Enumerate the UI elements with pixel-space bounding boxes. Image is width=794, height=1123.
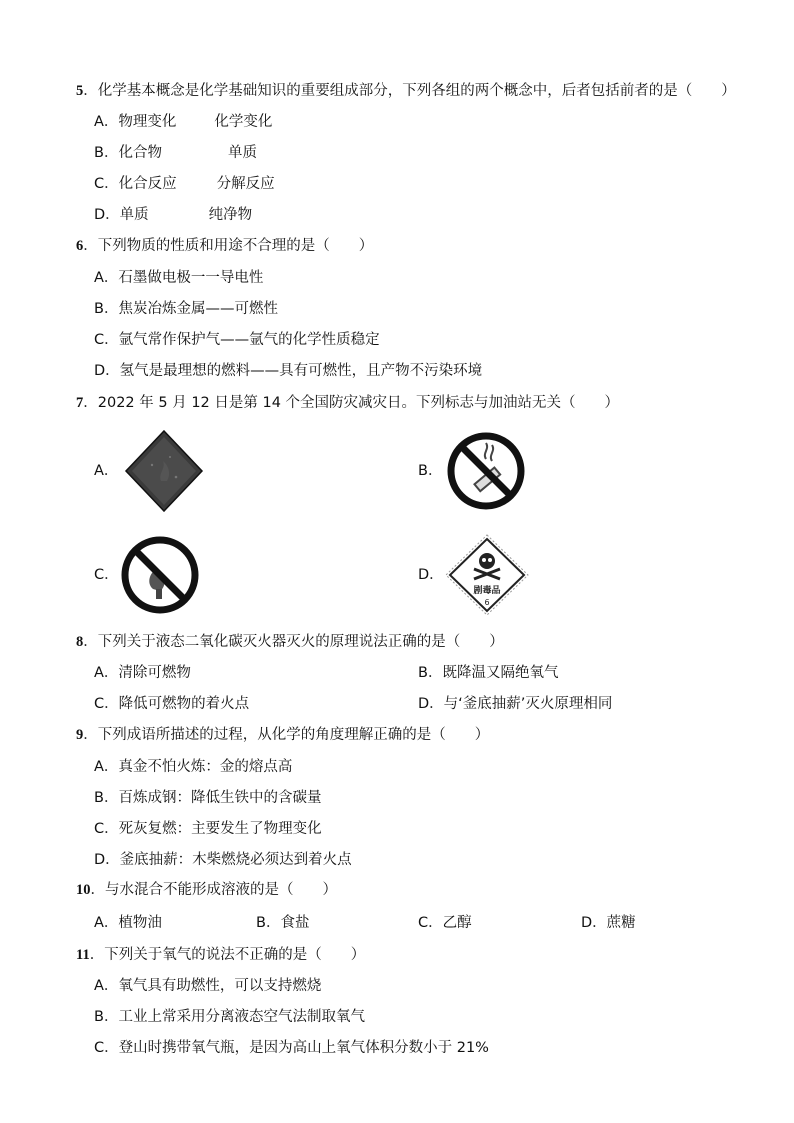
q11-option-c xyxy=(94,1038,489,1058)
question-text: ．化学基本概念是化学基础知识的重要组成部分，下列各组的两个概念中，后者包括前者的是（ ） xyxy=(83,83,736,99)
question-text: ．下列物质的性质和用途不合理的是（ ） xyxy=(83,238,374,254)
question-number: 9 xyxy=(76,727,84,743)
q10-option-c xyxy=(418,913,472,933)
option-letter: C． xyxy=(94,696,119,712)
option-text: 百炼成钢：降低生铁中的含碳量 xyxy=(118,790,322,806)
option-text: 植物油 xyxy=(118,915,162,931)
question-10-stem xyxy=(76,880,337,900)
q5-option-a xyxy=(94,112,272,132)
option-text: 氧气具有助燃性，可以支持燃烧 xyxy=(118,978,322,994)
q5-option-b xyxy=(94,143,257,163)
option-letter: D． xyxy=(94,852,120,868)
q9-option-b xyxy=(94,788,321,808)
option-text: 石墨做电极一一导电性 xyxy=(118,270,264,286)
question-text: ．下列关于液态二氧化碳灭火器灭火的原理说法正确的是（ ） xyxy=(83,634,504,650)
option-text: 食盐 xyxy=(280,915,310,931)
option-letter: B． xyxy=(418,665,443,681)
option-text-a: 化合反应 xyxy=(118,176,177,192)
option-letter: B． xyxy=(256,915,281,931)
question-11-stem xyxy=(76,945,365,965)
question-number: 10 xyxy=(76,882,91,898)
option-text: 真金不怕火炼：金的熔点高 xyxy=(118,759,293,775)
q5-option-d xyxy=(94,205,252,225)
q10-option-d xyxy=(581,913,636,933)
question-number: 11 xyxy=(76,947,90,963)
question-text: ．下列成语所描述的过程，从化学的角度理解正确的是（ ） xyxy=(83,727,490,743)
q10-option-a xyxy=(94,913,162,933)
option-letter: D． xyxy=(418,696,444,712)
option-text: 蔗糖 xyxy=(606,915,636,931)
q9-option-a xyxy=(94,757,292,777)
q6-option-d xyxy=(94,361,482,381)
option-text: 焦炭冶炼金属——可燃性 xyxy=(118,301,278,317)
q7-option-a-letter: A． xyxy=(94,463,119,479)
q5-option-c xyxy=(94,174,275,194)
question-7-stem xyxy=(76,393,619,413)
option-text: 釜底抽薪：木柴燃烧必须达到着火点 xyxy=(119,852,352,868)
option-letter: C． xyxy=(418,915,443,931)
option-letter: C． xyxy=(94,1040,119,1056)
q8-option-b xyxy=(418,663,558,683)
option-text: 乙醇 xyxy=(442,915,472,931)
option-text-a: 物理变化 xyxy=(118,114,177,130)
q10-option-b xyxy=(256,913,309,933)
toxic-sign-label: 剧毒品 xyxy=(473,586,501,596)
option-text: 氢气是最理想的燃料——具有可燃性，且产物不污染环境 xyxy=(119,363,483,379)
toxic-sign-icon xyxy=(444,533,530,617)
option-letter: A． xyxy=(94,665,119,681)
question-5-stem xyxy=(76,81,736,101)
q7-option-c-letter: C． xyxy=(94,567,119,583)
option-text: 与‘釜底抽薪’灭火原理相同 xyxy=(443,696,613,712)
question-text: ．2022 年 5 月 12 日是第 14 个全国防灾减灾日。下列标志与加油站无关（ ） xyxy=(83,395,620,411)
option-letter: D． xyxy=(94,207,120,223)
q6-option-b xyxy=(94,299,278,319)
no-smoking-sign-icon xyxy=(446,429,526,513)
option-text-a: 单质 xyxy=(119,207,149,223)
flammable-diamond-sign-icon xyxy=(124,429,204,513)
question-6-stem xyxy=(76,236,373,256)
option-letter: D． xyxy=(94,363,120,379)
option-letter: B． xyxy=(94,145,119,161)
option-text: 死灰复燃：主要发生了物理变化 xyxy=(118,821,322,837)
q8-option-a xyxy=(94,663,191,683)
option-text: 降低可燃物的着火点 xyxy=(118,696,250,712)
question-text: ．下列关于氧气的说法不正确的是（ ） xyxy=(89,947,366,963)
q6-option-a xyxy=(94,268,263,288)
question-number: 6 xyxy=(76,238,84,254)
option-text-b: 化学变化 xyxy=(214,114,273,130)
option-letter: B． xyxy=(94,1009,119,1025)
option-letter: C． xyxy=(94,332,119,348)
q9-option-c xyxy=(94,819,322,839)
option-text: 既降温又隔绝氧气 xyxy=(442,665,559,681)
option-letter: B． xyxy=(94,301,119,317)
q6-option-c xyxy=(94,330,380,350)
option-letter: D． xyxy=(581,915,607,931)
q8-option-d xyxy=(418,694,612,714)
option-letter: A． xyxy=(94,915,119,931)
q11-option-a xyxy=(94,976,321,996)
question-number: 8 xyxy=(76,634,84,650)
option-letter: A． xyxy=(94,270,119,286)
question-number: 7 xyxy=(76,395,84,411)
option-text-b: 纯净物 xyxy=(208,207,253,223)
q7-option-b-letter: B． xyxy=(418,463,443,479)
question-number: 5 xyxy=(76,83,84,99)
q8-option-c xyxy=(94,694,249,714)
option-letter: A． xyxy=(94,978,119,994)
q7-option-d-letter: D． xyxy=(418,567,444,583)
option-text: 工业上常采用分离液态空气法制取氧气 xyxy=(118,1009,365,1025)
option-text: 氩气常作保护气——氩气的化学性质稳定 xyxy=(118,332,380,348)
option-text-b: 单质 xyxy=(227,145,257,161)
option-letter: B． xyxy=(94,790,119,806)
option-letter: A． xyxy=(94,759,119,775)
q11-option-b xyxy=(94,1007,365,1027)
option-text: 清除可燃物 xyxy=(118,665,191,681)
question-8-stem xyxy=(76,632,504,652)
toxic-sign-class: 6 xyxy=(484,598,490,607)
option-letter: C． xyxy=(94,176,119,192)
option-text-b: 分解反应 xyxy=(216,176,275,192)
option-text-a: 化合物 xyxy=(118,145,162,161)
question-9-stem xyxy=(76,725,489,745)
option-letter: C． xyxy=(94,821,119,837)
option-letter: A． xyxy=(94,114,119,130)
option-text: 登山时携带氧气瓶，是因为高山上氧气体积分数小于 21% xyxy=(118,1040,489,1056)
question-text: ．与水混合不能形成溶液的是（ ） xyxy=(90,882,337,898)
no-fire-sign-icon xyxy=(120,535,200,615)
q9-option-d xyxy=(94,850,352,870)
